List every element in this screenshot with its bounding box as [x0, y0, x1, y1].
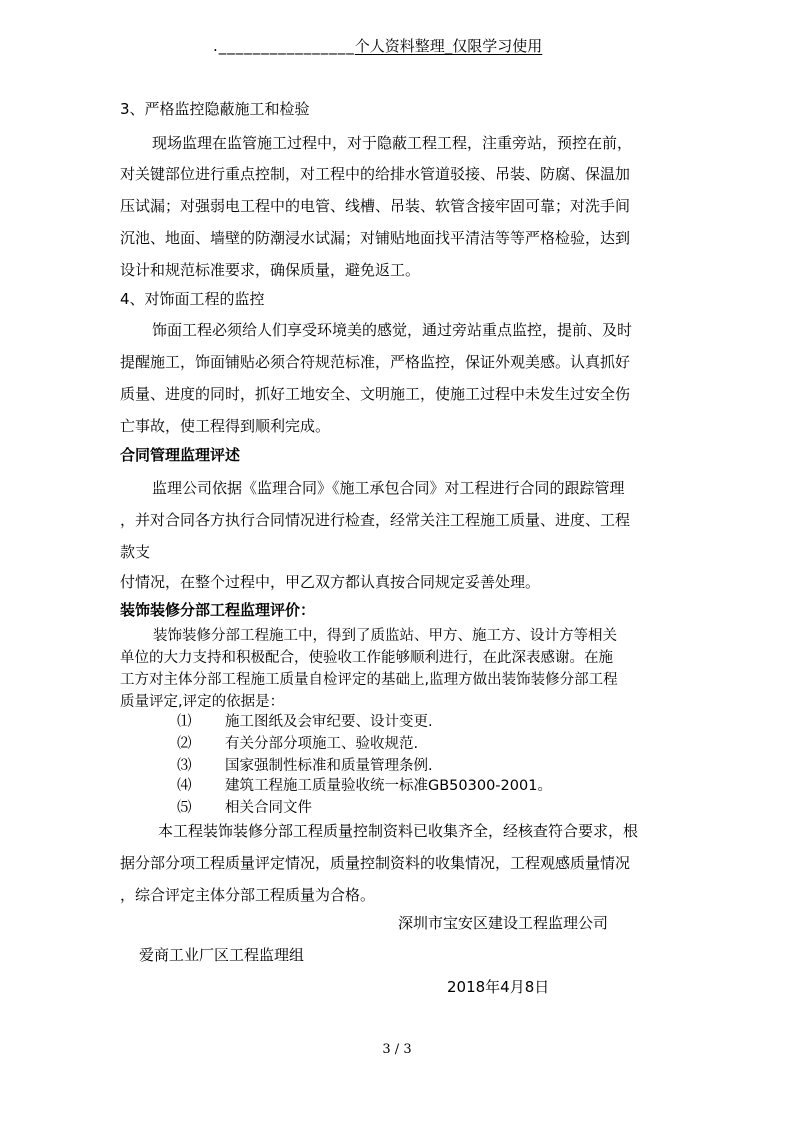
criteria-number: ⑵ — [177, 736, 192, 752]
criteria-item — [177, 775, 552, 797]
criteria-item — [177, 733, 418, 755]
section4-title: 4、对饰面工程的监控 — [120, 290, 265, 308]
signature-company: 深圳市宝安区建设工程监理公司 — [398, 914, 609, 932]
criteria-text: 国家强制性标准和质量管理条例. — [225, 758, 433, 774]
section3-line: 沉池、地面、墙壁的防潮浸水试漏；对铺贴地面找平清洁等等严格检验，达到 — [120, 229, 631, 247]
decoration-line: 装饰装修分部工程施工中，得到了质监站、甲方、施工方、设计方等相关 — [153, 628, 617, 644]
section3-line: 现场监理在监管施工过程中，对于隐蔽工程工程，注重旁站，预控在前， — [152, 134, 633, 152]
criteria-number: ⑷ — [177, 778, 192, 794]
criteria-text: 相关合同文件 — [225, 800, 312, 816]
header-dots: .________________ — [213, 37, 355, 55]
decoration-line: 单位的大力支持和积极配合，使验收工作能够顺利进行，在此深表感谢。在施 — [120, 650, 613, 666]
conclusion-line: 本工程装饰装修分部工程质量控制资料已收集齐全，经核查符合要求，根 — [158, 822, 639, 840]
criteria-text: 建筑工程施工质量验收统一标准GB50300-2001。 — [225, 778, 552, 794]
page-number: 3 / 3 — [382, 1042, 412, 1057]
signature-date: 2018年4月8日 — [447, 978, 550, 996]
section3-line: 压试漏；对强弱电工程中的电管、线槽、吊装、软管含接牢固可靠；对洗手间 — [120, 197, 631, 215]
section4-line: 饰面工程必须给人们享受环境美的感觉，通过旁站重点监控，提前、及时 — [152, 321, 633, 339]
contract-line: 监理公司依据《监理合同》《施工承包合同》对工程进行合同的跟踪管理 — [152, 479, 625, 497]
criteria-text: 有关分部分项施工、验收规范. — [225, 736, 419, 752]
contract-line: 付情况，在整个过程中，甲乙双方都认真按合同规定妥善处理。 — [120, 573, 541, 591]
header-text: 个人资料整理_仅限学习使用 — [354, 37, 543, 55]
contract-title: 合同管理监理评述 — [120, 446, 241, 464]
section4-line: 提醒施工，饰面铺贴必须合符规范标准，严格监控，保证外观美感。认真抓好 — [120, 353, 631, 371]
criteria-number: ⑶ — [177, 758, 192, 774]
section3-title: 3、严格监控隐蔽施工和检验 — [120, 100, 310, 118]
section4-line: 亡事故，使工程得到顺利完成。 — [120, 417, 331, 435]
criteria-number: ⑴ — [177, 714, 192, 730]
criteria-number: ⑸ — [177, 800, 192, 816]
signature-group: 爱商工业厂区工程监理组 — [139, 946, 305, 964]
page-header — [213, 36, 542, 56]
decoration-title: 装饰装修分部工程监理评价： — [120, 601, 316, 619]
decoration-line: 质量评定,评定的依据是： — [120, 694, 285, 710]
conclusion-line: ，综合评定主体分部工程质量为合格。 — [120, 886, 376, 904]
conclusion-line: 据分部分项工程质量评定情况，质量控制资料的收集情况，工程观感质量情况 — [120, 854, 631, 872]
criteria-item — [177, 755, 433, 777]
decoration-line: 工方对主体分部工程施工质量自检评定的基础上,监理方做出装饰装修分部工程 — [120, 672, 618, 688]
section4-line: 质量、进度的同时，抓好工地安全、文明施工，使施工过程中未发生过安全伤 — [120, 385, 631, 403]
contract-line: ，并对合同各方执行合同情况进行检查，经常关注工程施工质量、进度、工程 — [120, 511, 631, 529]
contract-line: 款支 — [120, 543, 151, 561]
criteria-item — [177, 711, 433, 733]
criteria-text: 施工图纸及会审纪要、设计变更. — [225, 714, 433, 730]
section3-line: 对关键部位进行重点控制，对工程中的给排水管道驳接、吊装、防腐、保温加 — [120, 165, 631, 183]
section3-line: 设计和规范标准要求，确保质量，避免返工。 — [120, 261, 421, 279]
